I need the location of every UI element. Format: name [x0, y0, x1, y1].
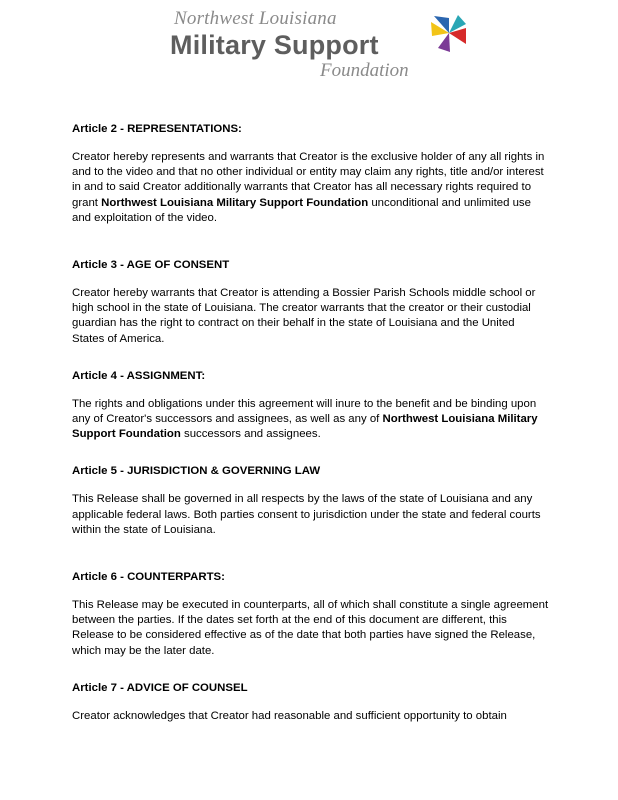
article-2-text: Creator hereby represents and warrants that Creator is the exclusive holder of any all rights in and to the video and that no other individual or entity may claim any rights, title and/or interest in and to said Creator additionally warrants that Creator has all necessary rights required to grant Northwest Louisiana Military Support Foundation unconditional and unlimited use and exploitation of the video.: [72, 151, 545, 224]
article-6-text: This Release may be executed in counterparts, all of which shall constitute a single agreement between the parties. If the dates set forth at the end of this document are different, this Release to be considered effective as of the date that both parties have signed the Release, which may be the later date.: [72, 599, 549, 657]
article-5-text: This Release shall be governed in all respects by the laws of the state of Louisiana and any applicable federal laws. Both parties consent to jurisdiction under the state and federal courts within the state of Louisiana.: [72, 493, 541, 536]
article-3-text: Creator hereby warrants that Creator is attending a Bossier Parish Schools middle school or high school in the state of Louisiana. The creator warrants that the creator or their custodial guardian has the right to contract on their behalf in the state of Louisiana and the United States of America.: [72, 287, 536, 345]
article-4-text: The rights and obligations under this agreement will inure to the benefit and be binding upon any of Creator's successors and assignees, as well as any of Northwest Louisiana Military Support Foundation successors and assignees.: [72, 397, 538, 441]
foundation-logo: [170, 8, 470, 84]
article-2-heading: Article 2 - REPRESENTATIONS:: [72, 123, 242, 135]
article-4-heading: Article 4 - ASSIGNMENT:: [72, 369, 206, 382]
article-7-heading: Article 7 - ADVICE OF COUNSEL: [72, 681, 248, 694]
logo-line-2: Military Support: [170, 30, 379, 60]
article-7-text: Creator acknowledges that Creator had reasonable and sufficient opportunity to obtain: [72, 709, 507, 722]
foundation-name: Northwest Louisiana Military Support Foundation: [72, 413, 538, 441]
article-3-heading: Article 3 - AGE OF CONSENT: [72, 259, 230, 272]
document-body: [72, 122, 550, 724]
article-6-heading: Article 6 - COUNTERPARTS:: [72, 571, 225, 584]
pinwheel-logo-icon: [428, 12, 470, 54]
pinwheel-blade-purple: [438, 33, 450, 52]
foundation-name: Northwest Louisiana Military Support Foundation: [101, 196, 369, 209]
logo-line-1: Northwest Louisiana: [174, 8, 337, 29]
logo-line-3: Foundation: [320, 60, 409, 81]
article-5-heading: Article 5 - JURISDICTION & GOVERNING LAW: [72, 465, 321, 478]
